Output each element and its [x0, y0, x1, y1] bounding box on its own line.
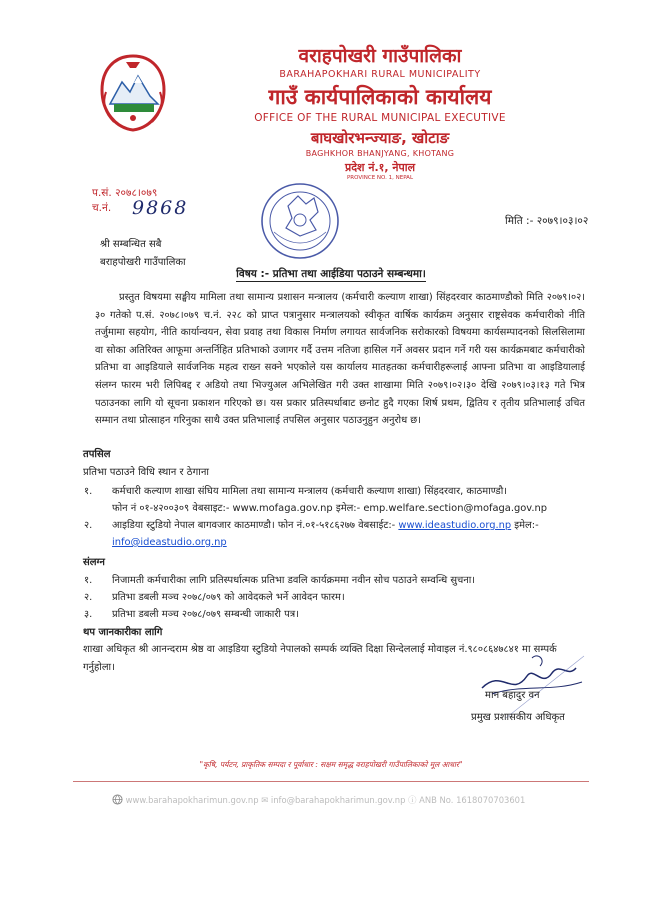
body-paragraph: प्रस्तुत विषयमा सङ्घीय मामिला तथा सामान्य प्रशासन मन्त्रालय (कर्मचारी कल्याण शाखा) सिंहदरवार काठमाण्डौको मिति २०७९।०२।३० गतेको प.सं. २०७८।०७९ च.नं. २२८ को प्राप्त पत्रानुसार मन्त्रालयको स्वीकृत वार्षिक कार्यक्रम अनुसार राष्ट्रसेवक कर्मचारीको नीति तर्जुमामा सहयोग, नीति कार्यान्वयन, सेवा प्रवाह तथा विकास निर्माण लगायत सार्वजनिक सरोकारको विषयमा कार्यसम्पादनको सिलसिलामा वा सोका अतिरिक्त आफूमा अन्तर्निहित प्रतिभाको उजागर गर्दै उत्तम नतिजा हासिल गर्ने अवसर प्रदान गर्ने गरी यस कार्यक्रमबाट कर्मचारीको प्रतिभा वा आइडियाले सार्वजनिक महत्व राख्न सक्ने भएकोले यस कार्यालय मातहतका कर्मचारीहरूलाई आफ्ना प्रतिभा वा आइडियालाई संलग्न फारम भरी लिपिबद्द र अडियो तथा भिज्युअल अभिलेखित गरी उक्त शाखामा मिति २०७९।०२।३० देखि २०७९।०३।१३ गते भित्र पठाउनका लागि यो सूचना प्रकाशन गरिएको छ। यस प्रकार प्रतिस्पर्धाबाट छनोट हुदै गएका शिर्ष प्रथम, द्वितिय र तृतीय प्रतिभालाई उचित सम्मान तथा प्रोत्साहन गरिनुका साथै उक्त प्रतिभालाई तपसिल अनुसार पठाउनुहुन अनुरोध छ। — [95, 292, 585, 427]
list-item-number: २. — [84, 592, 93, 603]
list-item-number: २. — [84, 520, 93, 531]
recipient-line-2: बराहपोखरी गाउँपालिका — [100, 257, 186, 268]
province-np: प्रदेश नं.१, नेपाल — [344, 161, 416, 174]
list-item-number: १. — [84, 575, 93, 586]
footer-contact-text: www.barahapokharimun.gov.np ✉ info@barahapokharimun.gov.np ⓘ ANB No. 1618070703601 — [125, 795, 526, 805]
list-item — [84, 517, 592, 551]
recipient-line-1: श्री सम्बन्धित सबै — [100, 239, 162, 250]
ideastudio-email-link[interactable]: info@ideastudio.org.np — [112, 537, 227, 548]
email-label: इमेल:- — [511, 520, 539, 531]
list-item-line: फोन नं ०१-४२००३०९ वेबसाइट:- www.mofaga.gov.np इमेल:- emp.welfare.section@mofaga.gov.np — [112, 503, 548, 514]
tapsil-heading: तपसिल — [83, 449, 111, 460]
more-info-text: शाखा अधिकृत श्री आनन्दराम श्रेष्ठ वा आइडिया स्टुडियो नेपालको सम्पर्क व्यक्ति दिक्षा सिन्देललाई मोवाइल नं.९८०८६४७८४१ मा सम्पर्क गर्नुहोला। — [83, 644, 557, 673]
footer-divider — [73, 781, 589, 782]
province-en: PROVINCE NO. 1, NEPAL — [346, 175, 414, 181]
footer-contact — [112, 794, 525, 806]
cn-label: च.नं. — [92, 202, 112, 214]
municipality-name-np: वराहपोखरी गाउँपालिका — [298, 45, 462, 67]
signature-icon — [472, 648, 592, 718]
list-item — [84, 483, 592, 517]
location-en: BAGHKHOR BHANJYANG, KHOTANG — [305, 149, 455, 158]
cn-handwritten-number: 9868 — [132, 197, 189, 219]
list-item-text: प्रतिभा डबली मञ्च २०७८/०७९ सम्बन्धी जाकारी पत्र। — [112, 609, 299, 620]
globe-icon — [112, 794, 123, 805]
list-item — [84, 589, 592, 606]
attachments-heading: संलग्न — [83, 557, 105, 568]
office-name-en: OFFICE OF THE RURAL MUNICIPAL EXECUTIVE — [254, 112, 506, 124]
location-np: बाघखोरभन्ज्याङ, खोटाङ — [310, 129, 450, 147]
office-stamp-icon — [258, 180, 342, 262]
subject-line — [0, 267, 662, 281]
list-item — [84, 572, 592, 589]
more-info-heading: थप जानकारीका लागि — [83, 627, 163, 638]
list-item-line: कर्मचारी कल्याण शाखा संघिय मामिला तथा सामान्य मन्त्रालय (कर्मचारी कल्याण शाखा) सिंहदरवार, काठमाण्डौ। — [112, 486, 508, 497]
list-item-text: निजामती कर्मचारीका लागि प्रतिस्पर्धात्मक प्रतिभा डवलि कार्यक्रममा नवीन सोच पठाउने सम्वन्धि सुचना। — [112, 575, 476, 586]
list-item-number: ३. — [84, 609, 93, 620]
list-item-number: १. — [84, 486, 93, 497]
office-name-np: गाउँ कार्यपालिकाको कार्यालय — [268, 85, 492, 109]
letter-date: मिति :- २०७९।०३।०२ — [505, 215, 589, 227]
ps-number: प.सं. २०७८।०७९ — [92, 187, 158, 199]
list-item — [84, 606, 592, 623]
subject-text: विषय :- प्रतिभा तथा आईडिया पठाउने सम्बन्धमा। — [236, 268, 426, 280]
reference-block — [92, 186, 189, 219]
list-item-text: प्रतिभा डबली मञ्च २०७८/०७९ को आवेदकले भर्ने आवेदन फारम। — [112, 592, 345, 603]
signatory-name: मान बहादुर वन — [485, 690, 540, 701]
municipality-name-en: BARAHAPOKHARI RURAL MUNICIPALITY — [279, 69, 481, 80]
list-item-line: आइडिया स्टुडियो नेपाल बागवजार काठमाण्डौ। फोन नं.०१-५१८६२७७ वेबसाईट:- — [112, 520, 396, 531]
footer-motto: "कृषि, पर्यटन, प्राकृतिक सम्पदा र पूर्वाधार : सक्षम समृद्ध वराहपोखरी गाउँपालिकाको मूल आधार" — [199, 760, 463, 769]
signatory-title: प्रमुख प्रशासकीय अधिकृत — [471, 712, 565, 723]
tapsil-subheading: प्रतिभा पठाउने विधि स्थान र ठेगाना — [83, 467, 209, 478]
ideastudio-website-link[interactable]: www.ideastudio.org.np — [398, 520, 512, 531]
